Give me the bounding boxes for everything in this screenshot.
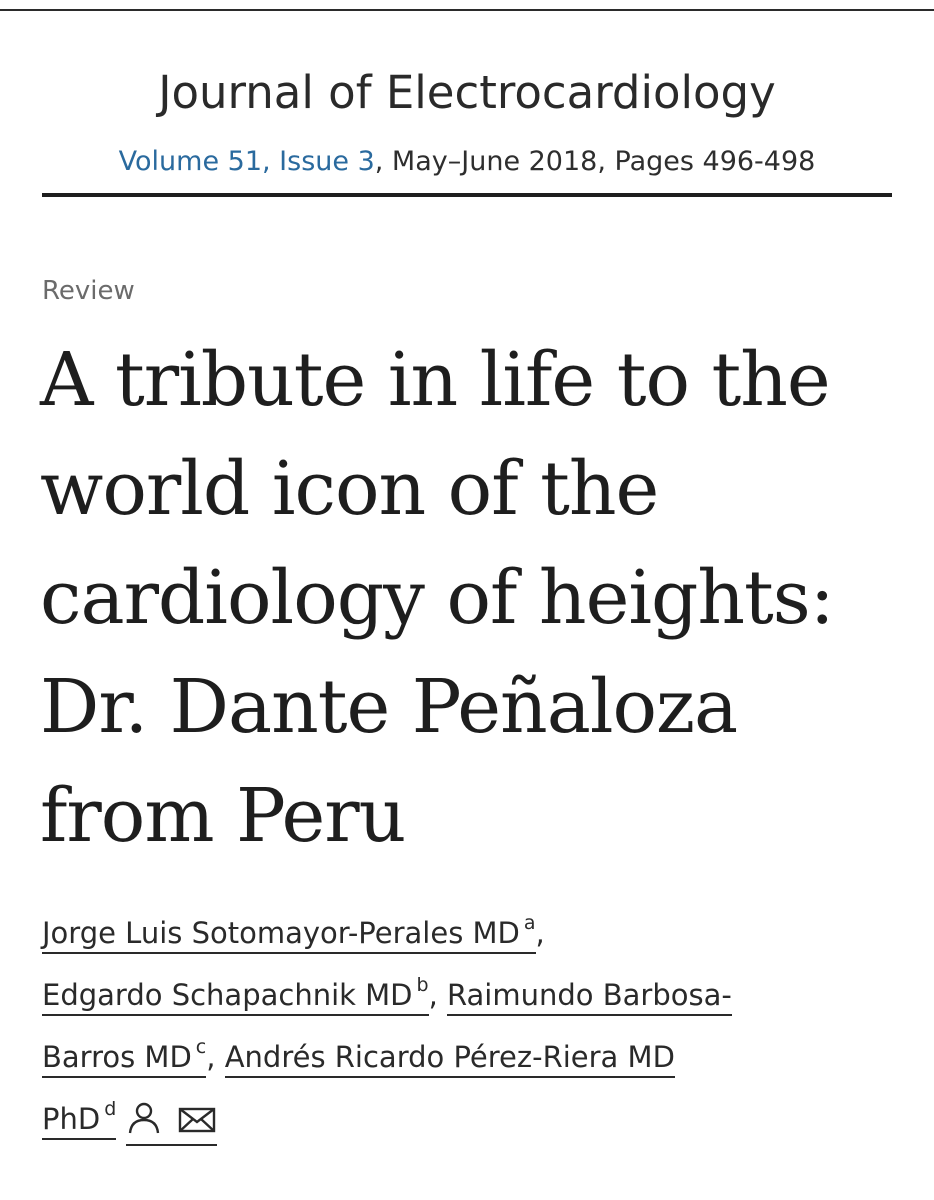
article-title-line: A tribute in life to the — [40, 337, 830, 423]
person-icon[interactable] — [126, 1101, 162, 1142]
author-name: Barros MD — [42, 1040, 192, 1074]
article-title-line: Dr. Dante Peñaloza — [40, 664, 738, 750]
envelope-icon[interactable] — [177, 1105, 217, 1142]
author-line — [42, 1098, 217, 1146]
author-name: Jorge Luis Sotomayor-Perales MD — [42, 916, 520, 950]
author-separator: , — [535, 916, 545, 950]
journal-issue-info — [42, 146, 892, 177]
journal-title[interactable]: Journal of Electrocardiology — [158, 66, 776, 119]
author-name: PhD — [42, 1102, 101, 1136]
issue-date-pages: , May–June 2018, Pages 496-498 — [374, 146, 816, 177]
author-link-schapachnik[interactable] — [42, 974, 429, 1016]
author-separator: , — [206, 1040, 216, 1074]
affiliation-marker: d — [104, 1098, 117, 1120]
article-title-line: from Peru — [40, 773, 406, 859]
author-line — [42, 1036, 675, 1078]
top-border-line — [0, 9, 934, 11]
article-type-label: Review — [42, 276, 135, 306]
author-link-sotomayor[interactable] — [42, 912, 536, 954]
affiliation-marker: a — [523, 912, 536, 934]
affiliation-marker: b — [416, 974, 429, 996]
author-link-perez-riera-cont[interactable] — [42, 1098, 116, 1140]
author-name: Edgardo Schapachnik MD — [42, 978, 413, 1012]
author-link-barbosa-barros-cont[interactable] — [42, 1036, 206, 1078]
author-contact-icons — [126, 1101, 217, 1146]
author-link-perez-riera[interactable] — [225, 1040, 675, 1078]
author-name: Raimundo Barbosa- — [447, 978, 732, 1012]
article-title — [40, 326, 920, 871]
header-divider — [42, 193, 892, 197]
article-title-line: cardiology of heights: — [40, 555, 834, 641]
author-link-barbosa-barros[interactable] — [447, 978, 732, 1016]
author-name: Andrés Ricardo Pérez-Riera MD — [224, 1040, 675, 1074]
author-line — [42, 974, 732, 1016]
author-separator: , — [428, 978, 438, 1012]
article-title-line: world icon of the — [40, 446, 659, 532]
author-line — [42, 912, 545, 954]
volume-issue-link[interactable]: Volume 51, Issue 3 — [118, 146, 375, 177]
affiliation-marker: c — [195, 1036, 207, 1058]
